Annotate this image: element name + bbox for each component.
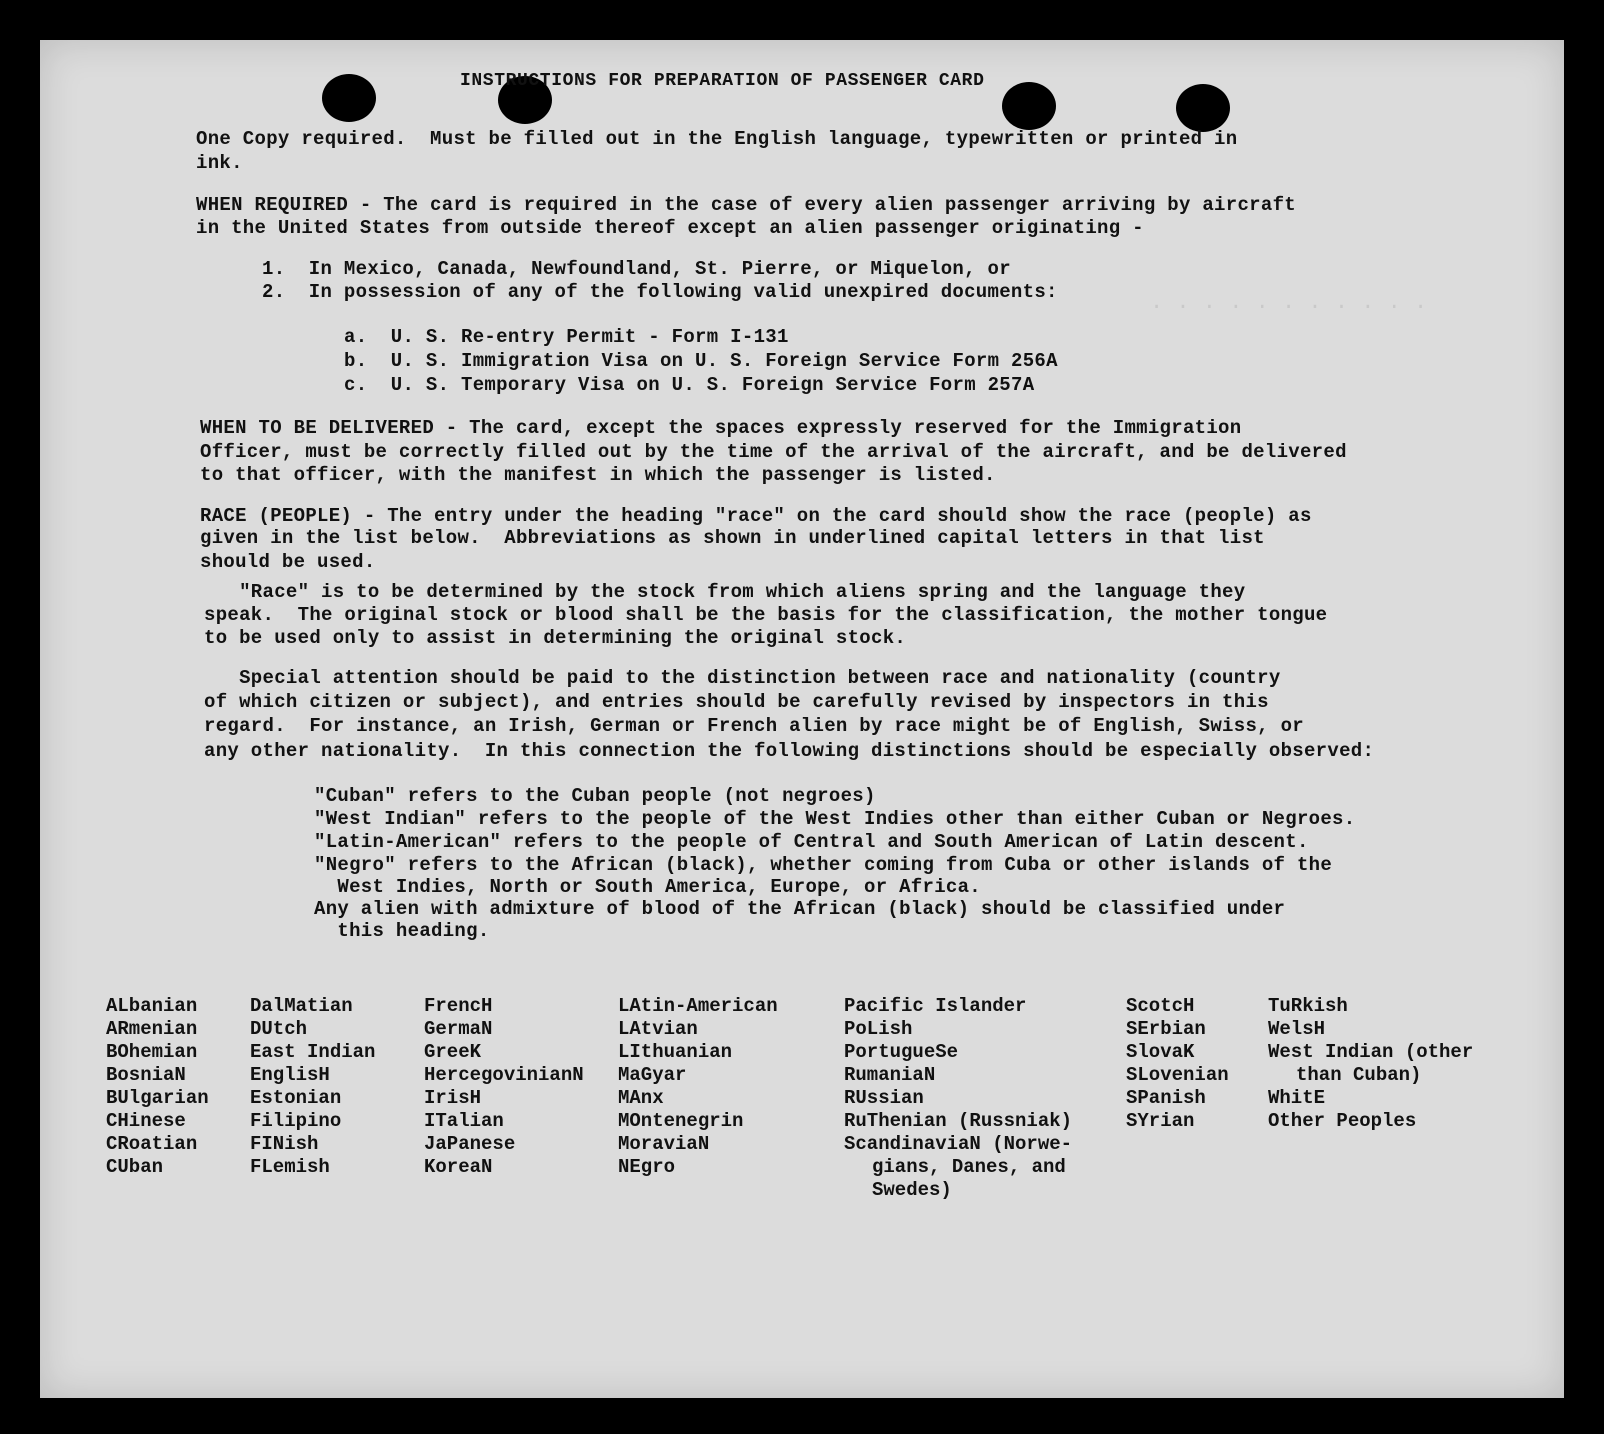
distinction-line: this heading. [314,920,490,942]
race-definition-line: to be used only to assist in determining the original stock. [204,627,907,649]
distinction-line: "Negro" refers to the African (black), whether coming from Cuba or other islands of the [314,854,1333,876]
when-delivered-line: WHEN TO BE DELIVERED - The card, except the spaces expressly reserved for the Immigration [200,417,1242,439]
distinction-line: "Cuban" refers to the Cuban people (not negroes) [314,785,876,807]
distinction-line: West Indies, North or South America, Europe, or Africa. [314,876,982,898]
race-entry: NEgro [618,1156,676,1178]
race-entry: MaGyar [618,1064,687,1086]
race-entry: HercegovinianN [424,1064,584,1086]
race-entry: BUlgarian [106,1087,209,1109]
when-required-line: WHEN REQUIRED - The card is required in the case of every alien passenger arriving by aircraft [196,194,1296,216]
race-entry: DUtch [250,1018,308,1040]
race-column [106,995,209,1179]
race-column [618,995,778,1179]
race-entry: West Indian (other [1268,1041,1474,1063]
when-delivered-line: Officer, must be correctly filled out by the time of the arrival of the aircraft, and be delivered [200,441,1347,463]
race-column [1268,995,1473,1133]
race-entry: FrencH [424,995,493,1017]
race-entry: CRoatian [106,1133,198,1155]
race-definition-line: speak. The original stock or blood shall be the basis for the classification, the mother tongue [204,604,1328,626]
race-column [424,995,584,1179]
punch-hole [322,74,376,122]
distinction-line: "West Indian" refers to the people of the West Indies other than either Cuban or Negroes. [314,808,1356,830]
race-entry: PortugueSe [844,1041,959,1063]
race-entry: LIthuanian [618,1041,733,1063]
race-entry: SlovaK [1126,1041,1195,1063]
race-entry: ALbanian [106,995,198,1017]
race-entry: ScandinaviaN (Norwe- [844,1133,1073,1155]
race-entry: LAtin-American [618,995,778,1017]
race-entry: ScotcH [1126,995,1195,1017]
document-item: a. U. S. Re-entry Permit - Form I-131 [344,326,789,348]
race-entry: SPanish [1126,1087,1206,1109]
race-entry: BosniaN [106,1064,186,1086]
race-entry: GreeK [424,1041,482,1063]
race-entry: CUban [106,1156,164,1178]
race-entry: ITalian [424,1110,504,1132]
race-list [0,995,1604,1215]
race-entry: FLemish [250,1156,330,1178]
race-entry: ARmenian [106,1018,198,1040]
race-entry: Filipino [250,1110,342,1132]
race-entry: GermaN [424,1018,493,1040]
race-entry: CHinese [106,1110,186,1132]
race-entry: MAnx [618,1087,664,1109]
race-entry: than Cuban) [1296,1064,1422,1086]
race-intro-line: should be used. [200,551,376,573]
when-required-line: in the United States from outside thereof except an alien passenger originating - [196,217,1144,239]
intro-line: ink. [196,152,243,174]
race-entry: WhitE [1268,1087,1326,1109]
race-entry: KoreaN [424,1156,493,1178]
special-attention-line: any other nationality. In this connection the following distinctions should be especially observed: [204,740,1375,762]
race-entry: MoraviaN [618,1133,710,1155]
race-entry: EnglisH [250,1064,330,1086]
race-entry: RumaniaN [844,1064,936,1086]
race-entry: Swedes) [872,1179,952,1201]
race-column [1126,995,1229,1133]
race-column [250,995,375,1179]
intro-line: One Copy required. Must be filled out in the English language, typewritten or printed in [196,128,1238,150]
bleed-through: . . . . . . . . . . . [1150,290,1428,315]
race-entry: IrisH [424,1087,482,1109]
race-entry: SLovenian [1126,1064,1229,1086]
when-delivered-line: to that officer, with the manifest in which the passenger is listed. [200,464,996,486]
punch-hole [1002,82,1056,130]
distinction-line: Any alien with admixture of blood of the African (black) should be classified under [314,898,1286,920]
race-entry: gians, Danes, and [872,1156,1066,1178]
numbered-item: 1. In Mexico, Canada, Newfoundland, St. Pierre, or Miquelon, or [262,258,1011,280]
race-entry: RUssian [844,1087,924,1109]
race-entry: WelsH [1268,1018,1326,1040]
special-attention-line: of which citizen or subject), and entries should be carefully revised by inspectors in this [204,691,1269,713]
race-entry: DalMatian [250,995,353,1017]
race-entry: Estonian [250,1087,342,1109]
race-entry: Other Peoples [1268,1110,1417,1132]
race-entry: FINish [250,1133,319,1155]
race-entry: RuThenian (Russniak) [844,1110,1073,1132]
distinction-line: "Latin-American" refers to the people of Central and South American of Latin descent. [314,831,1309,853]
race-entry: East Indian [250,1041,376,1063]
special-attention-line: Special attention should be paid to the distinction between race and nationality (country [204,667,1281,689]
page-title: INSTRUCTIONS FOR PREPARATION OF PASSENGER CARD [460,71,985,91]
document-item: b. U. S. Immigration Visa on U. S. Foreign Service Form 256A [344,350,1058,372]
race-entry: Pacific Islander [844,995,1027,1017]
race-entry: BOhemian [106,1041,198,1063]
race-intro-line: given in the list below. Abbreviations as shown in underlined capital letters in that list [200,527,1265,549]
document-item: c. U. S. Temporary Visa on U. S. Foreign Service Form 257A [344,374,1035,396]
race-entry: JaPanese [424,1133,516,1155]
special-attention-line: regard. For instance, an Irish, German or French alien by race might be of English, Swiss, or [204,715,1304,737]
race-entry: LAtvian [618,1018,698,1040]
race-column [844,995,1072,1202]
race-entry: PoLish [844,1018,913,1040]
race-entry: SErbian [1126,1018,1206,1040]
numbered-item: 2. In possession of any of the following valid unexpired documents: [262,281,1058,303]
race-intro-line: RACE (PEOPLE) - The entry under the heading "race" on the card should show the race (people) as [200,505,1312,527]
race-entry: MOntenegrin [618,1110,744,1132]
punch-hole [1176,84,1230,132]
race-entry: TuRkish [1268,995,1348,1017]
race-definition-line: "Race" is to be determined by the stock from which aliens spring and the language they [204,581,1246,603]
race-entry: SYrian [1126,1110,1195,1132]
